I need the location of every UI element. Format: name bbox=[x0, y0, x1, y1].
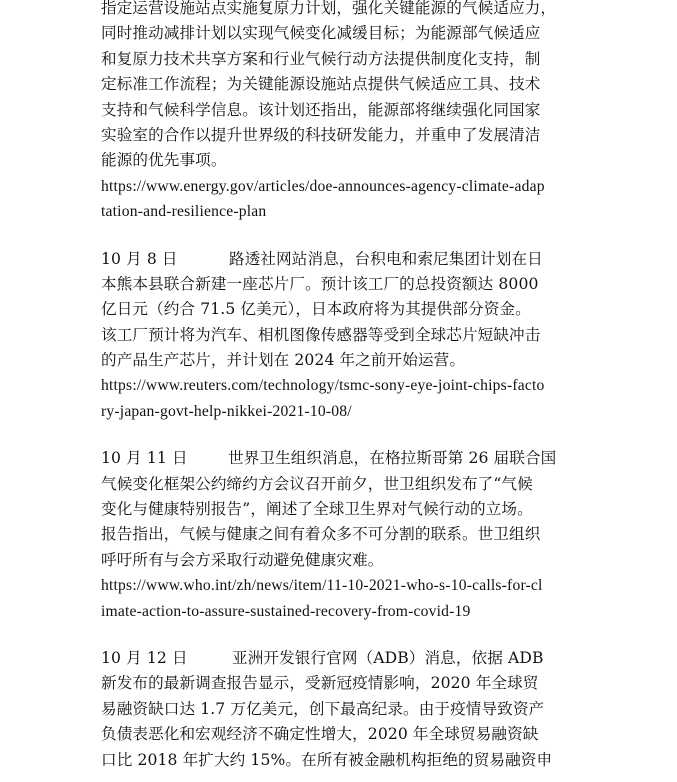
paragraph-line: 负债表恶化和宏观经济不确定性增大，2020 年全球贸易融资缺 bbox=[101, 725, 539, 744]
paragraph-line: 变化与健康特别报告”，阐述了全球卫生界对气候行动的立场。 bbox=[101, 500, 533, 519]
source-url-line[interactable]: https://www.who.int/zh/news/item/11-10-2021-who-s-10-calls-for-cl bbox=[101, 577, 543, 595]
paragraph-line: 实验室的合作以提升世界级的科技研发能力，并重申了发展清洁 bbox=[101, 125, 541, 144]
paragraph-line: 支持和气候科学信息。该计划还指出，能源部将继续强化同国家 bbox=[101, 100, 541, 119]
news-entry bbox=[101, 446, 579, 624]
paragraph-line: 易融资缺口达 1.7 万亿美元，创下最高纪录。由于疫情导致资产 bbox=[101, 699, 545, 718]
paragraph-line: 新发布的最新调查报告显示，受新冠疫情影响，2020 年全球贸 bbox=[101, 674, 539, 693]
paragraph-line: 呼吁所有与会方采取行动避免健康灾难。 bbox=[101, 550, 384, 569]
entry-lead-line bbox=[101, 446, 579, 471]
entry-lead-text: 世界卫生组织消息，在格拉斯哥第 26 届联合国 bbox=[228, 449, 557, 468]
paragraph-line: 气候变化框架公约缔约方会议召开前夕，世卫组织发布了“气候 bbox=[101, 474, 533, 493]
source-url-line[interactable]: https://www.energy.gov/articles/doe-announces-agency-climate-adap bbox=[101, 177, 545, 195]
paragraph-line: 定标准工作流程；为关键能源设施站点提供气候适应工具、技术 bbox=[101, 75, 541, 94]
entry-lead-line bbox=[101, 247, 579, 272]
paragraph-line: 亿日元（约合 71.5 亿美元），日本政府将为其提供部分资金。 bbox=[101, 300, 531, 319]
paragraph-line: 口比 2018 年扩大约 15%。在所有被金融机构拒绝的贸易融资申 bbox=[101, 750, 553, 769]
news-entry bbox=[101, 247, 579, 425]
source-url-line[interactable]: tation-and-resilience-plan bbox=[101, 203, 267, 221]
paragraph-line: 该工厂预计将为汽车、相机图像传感器等受到全球芯片短缺冲击 bbox=[101, 325, 541, 344]
paragraph-line: 和复原力技术共享方案和行业气候行动方法提供制度化支持，制 bbox=[101, 49, 541, 68]
paragraph-line: 同时推动减排计划以实现气候变化减缓目标；为能源部气候适应 bbox=[101, 24, 541, 43]
news-entry bbox=[101, 646, 579, 773]
paragraph-line: 本熊本县联合新建一座芯片厂。预计该工厂的总投资额达 8000 bbox=[101, 274, 539, 293]
paragraph-line: 的产品生产芯片，并计划在 2024 年之前开始运营。 bbox=[101, 351, 466, 370]
source-url-line[interactable]: imate-action-to-assure-sustained-recovery-from-covid-19 bbox=[101, 602, 471, 620]
entry-lead-line bbox=[101, 646, 579, 671]
source-url-line[interactable]: https://www.reuters.com/technology/tsmc-sony-eye-joint-chips-facto bbox=[101, 377, 545, 395]
source-url-line[interactable]: ry-japan-govt-help-nikkei-2021-10-08/ bbox=[101, 402, 352, 420]
document-page bbox=[101, 0, 579, 773]
paragraph-line: 报告指出，气候与健康之间有着众多不可分割的联系。世卫组织 bbox=[101, 525, 541, 544]
entry-lead-text: 亚洲开发银行官网（ADB）消息，依据 ADB bbox=[232, 648, 544, 667]
paragraph-line: 指定运营设施站点实施复原力计划，强化关键能源的气候适应力， bbox=[101, 0, 557, 17]
entry-date: 10 月 11 日 bbox=[101, 449, 188, 468]
entry-date: 10 月 12 日 bbox=[101, 648, 188, 667]
entry-lead-text: 路透社网站消息，台积电和索尼集团计划在日 bbox=[229, 249, 543, 268]
intro-paragraph bbox=[101, 0, 579, 225]
entry-date: 10 月 8 日 bbox=[101, 249, 178, 268]
paragraph-line: 能源的优先事项。 bbox=[101, 151, 227, 170]
